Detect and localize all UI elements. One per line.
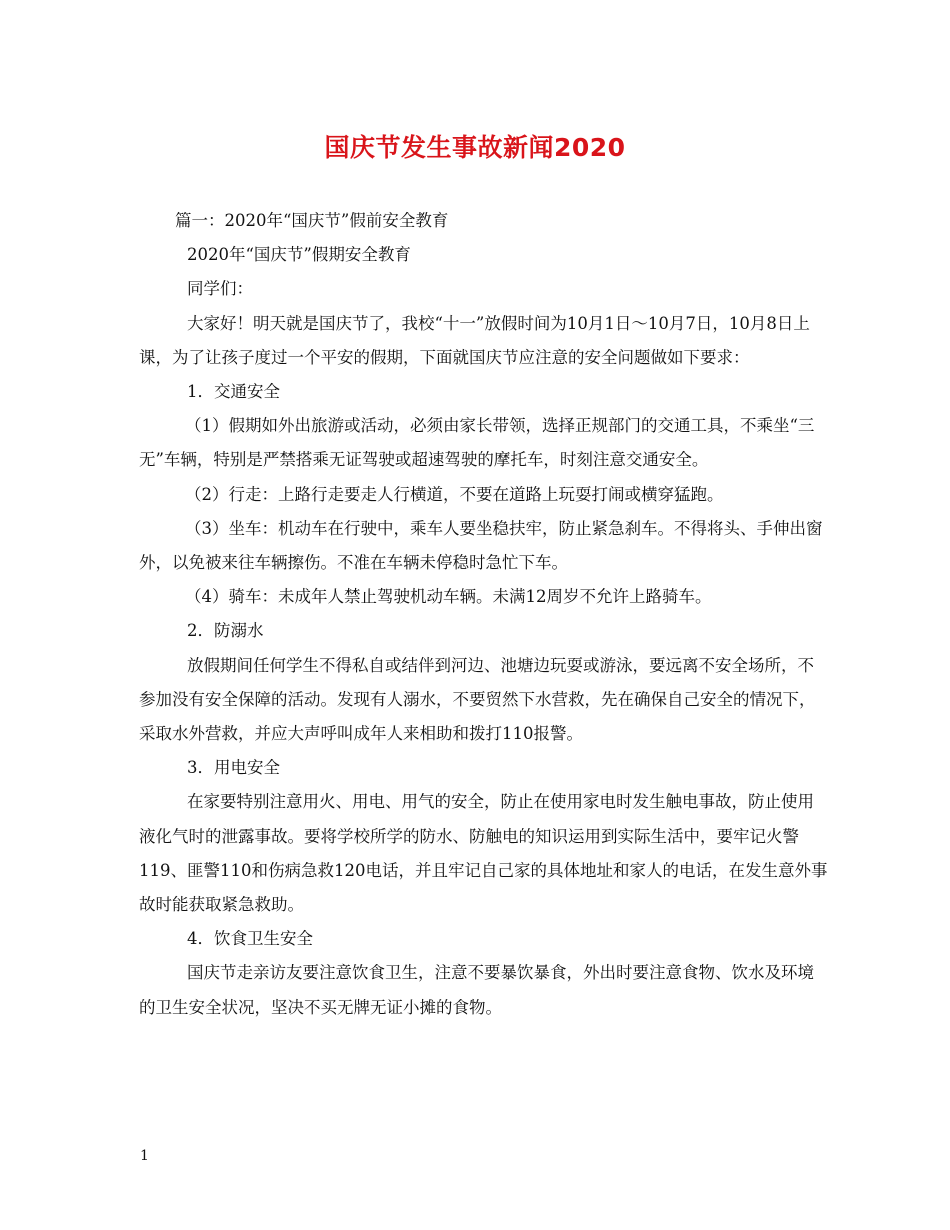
- section-heading-part1: 篇一：2020年“国庆节”假前安全教育: [175, 211, 449, 230]
- page-number: 1: [140, 1148, 149, 1164]
- intro-paragraph: 大家好！明天就是国庆节了，我校“十一”放假时间为10月1日～10月7日，10月8日上课，为了让孩子度过一个平安的假期，下面就国庆节应注意的安全问题做如下要求：: [139, 313, 810, 367]
- heading-drowning-prevention: 2．防溺水: [187, 621, 264, 641]
- traffic-item-4: （4）骑车：未成年人禁止驾驶机动车辆。未满12周岁不允许上路骑车。: [185, 587, 712, 607]
- drowning-paragraph: 放假期间任何学生不得私自或结伴到河边、池塘边玩耍或游泳，要远离不安全场所，不参加没有安全保障的活动。发现有人溺水，不要贸然下水营救，先在确保自己安全的情况下，采取水外营救，并应大声呼叫成年人来相助和拨打110报警。: [139, 655, 816, 744]
- heading-electricity-safety: 3．用电安全: [187, 758, 280, 778]
- heading-food-safety: 4．饮食卫生安全: [187, 929, 313, 949]
- salutation: 同学们：: [187, 279, 253, 299]
- food-paragraph: 国庆节走亲访友要注意饮食卫生，注意不要暴饮暴食，外出时要注意食物、饮水及环境的卫生安全状况，坚决不买无牌无证小摊的食物。: [139, 963, 814, 1017]
- subtitle: 2020年“国庆节”假期安全教育: [187, 245, 411, 265]
- traffic-item-1: （1）假期如外出旅游或活动，必须由家长带领，选择正规部门的交通工具，不乘坐“三无”车辆，特别是严禁搭乘无证驾驶或超速驾驶的摩托车，时刻注意交通安全。: [139, 416, 815, 470]
- traffic-item-2: （2）行走：上路行走要走人行横道，不要在道路上玩耍打闹或横穿猛跑。: [185, 484, 724, 504]
- document-body: [139, 204, 829, 1025]
- heading-traffic-safety: 1．交通安全: [187, 382, 280, 402]
- document-title: 国庆节发生事故新闻2020: [324, 133, 626, 162]
- electricity-paragraph: 在家要特别注意用火、用电、用气的安全，防止在使用家电时发生触电事故，防止使用液化气时的泄露事故。要将学校所学的防水、防触电的知识运用到实际生活中，要牢记火警119、匪警110和伤病急救120电话，并且牢记自己家的具体地址和家人的电话，在发生意外事故时能获取紧急救助。: [139, 792, 828, 915]
- traffic-item-3: （3）坐车：机动车在行驶中，乘车人要坐稳扶牢，防止紧急刹车。不得将头、手伸出窗外，以免被来往车辆擦伤。不准在车辆未停稳时急忙下车。: [139, 518, 823, 573]
